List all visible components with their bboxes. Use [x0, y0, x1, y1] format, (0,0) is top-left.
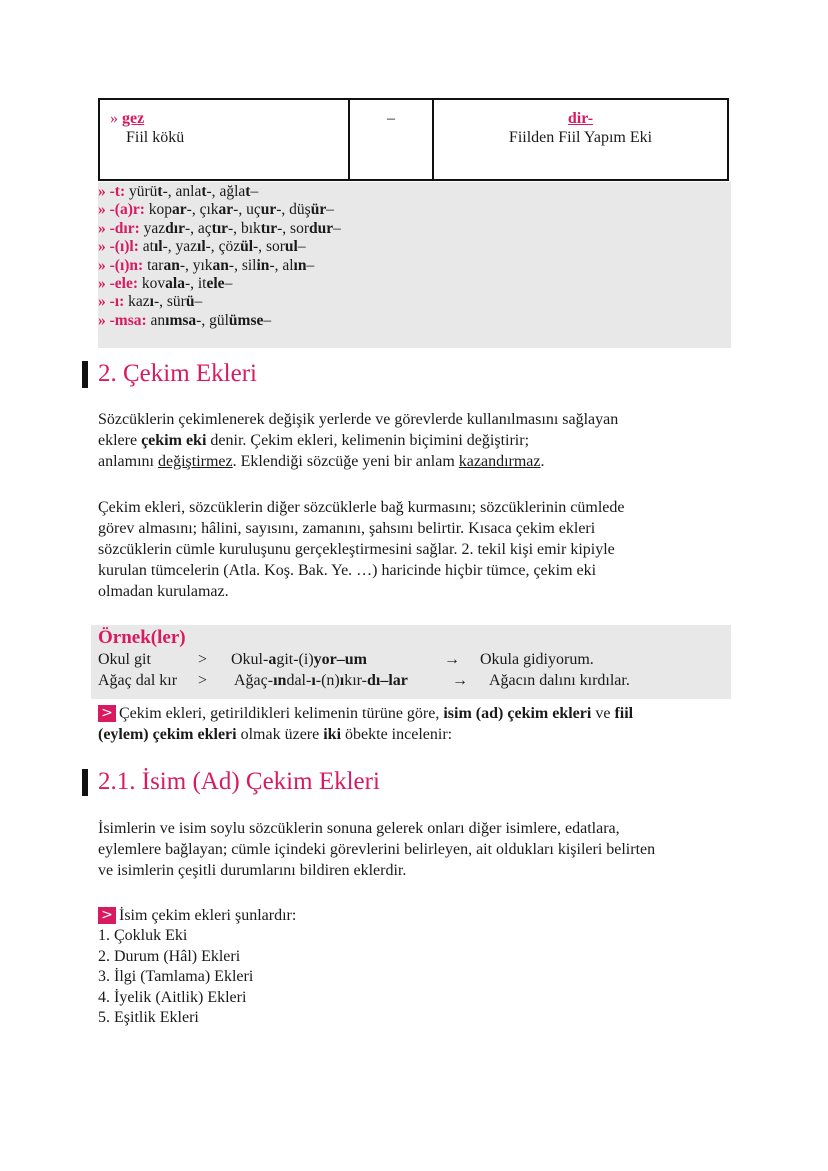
morph: git-(i): [276, 651, 314, 668]
suffix-row: [98, 312, 731, 330]
example-stem: it: [197, 275, 207, 293]
example-suffix: ar: [218, 201, 234, 219]
example-stem: kov: [141, 275, 166, 293]
example-stem: al: [282, 256, 294, 274]
text-span: . Eklendiği sözcüğe yeni bir anlam: [232, 453, 459, 470]
example-suffix: ıl: [153, 238, 163, 256]
morph: kır-: [344, 672, 367, 689]
bold-term: çekim eki: [141, 432, 207, 449]
morph-bold: ı: [311, 672, 316, 689]
text-line: [98, 905, 738, 926]
heading-title: 2. Çekim Ekleri: [98, 360, 257, 387]
underlined-term: değiştirmez: [157, 453, 233, 470]
paragraph: [98, 409, 738, 472]
text-line: [98, 430, 738, 451]
example-sep: -,: [186, 201, 200, 219]
table-cell-middle: [350, 100, 434, 179]
suffix-row: [98, 275, 731, 293]
example-stem: gül: [209, 311, 229, 329]
suffix-label: » -(ı)l:: [98, 238, 143, 256]
example-suffix: an: [163, 256, 180, 274]
example-stem: aç: [197, 219, 212, 237]
root-word: gez: [122, 110, 145, 127]
example-result: Ağacın dalını kırdılar.: [489, 672, 630, 689]
example-stem: çık: [199, 201, 219, 219]
suffix-label: » -(a)r:: [98, 201, 149, 219]
example-sep: -,: [162, 238, 176, 256]
example-sep: –: [263, 311, 272, 329]
text-span: olmak üzere: [236, 726, 324, 743]
arrow-sign: →: [444, 651, 460, 668]
text-line: eylemlere bağlayan; cümle içindeki görevlerini belirleyen, ait oldukları kişileri belirten: [98, 841, 656, 858]
bullet-mark: »: [110, 110, 118, 127]
example-sep: -,: [184, 219, 198, 237]
example-suffix: ele: [206, 275, 225, 293]
text-line: İsimlerin ve isim soylu sözcüklerin sonuna gelerek onları diğer isimlere, edatlara,: [98, 820, 620, 837]
text-line: [98, 724, 738, 745]
suffix-row: [98, 183, 731, 201]
text-line: [98, 703, 738, 724]
text-line: Çekim ekleri, sözcüklerin diğer sözcüklerle bağ kurmasını; sözcüklerinin cümlede: [98, 499, 625, 516]
suffix-label: » -dır:: [98, 219, 144, 237]
example-stem: at: [142, 238, 154, 256]
example-suffix: ül: [240, 238, 254, 256]
text-span: öbekte incelenir:: [341, 726, 453, 743]
morph: Ağaç-: [234, 672, 274, 689]
morph: dal-: [286, 672, 312, 689]
text-span: .: [540, 453, 545, 470]
suffix-row: [98, 257, 731, 275]
example-suffix: dur: [308, 219, 334, 237]
example-sep: -,: [253, 238, 266, 256]
example-stem: düş: [289, 201, 311, 219]
text-span: anlamını: [98, 453, 158, 470]
example-sep: –: [194, 293, 203, 311]
underlined-term: kazandırmaz: [458, 453, 541, 470]
example-sep: -,: [153, 293, 167, 311]
bold-term: (eylem) çekim ekleri: [98, 726, 237, 743]
example-suffix: ımsa: [165, 311, 197, 329]
note: [98, 905, 738, 926]
example-sep: -,: [276, 201, 290, 219]
list-item: 5. Eşitlik Ekleri: [98, 1009, 199, 1026]
example-sep: –: [306, 256, 315, 274]
section-heading: [82, 360, 257, 388]
example-stem: çöz: [218, 238, 241, 256]
example-sep: –: [297, 238, 306, 256]
note: [98, 703, 738, 745]
list-item: 3. İlgi (Tamlama) Ekleri: [98, 968, 254, 985]
example-suffix: ar: [172, 201, 187, 219]
list-item: 4. İyelik (Aitlik) Ekleri: [98, 988, 247, 1006]
suffix-label: » -t:: [98, 183, 129, 200]
morph-bold: a: [268, 651, 277, 668]
text-line: kurulan tümcelerin (Atla. Koş. Bak. Ye. …) haricinde hiçbir tümce, çekim eki: [98, 562, 597, 579]
case-suffix-list: [98, 926, 253, 1029]
table-cell-suffix: [434, 100, 727, 179]
example-stem: an: [150, 311, 166, 329]
example-suffix: ümse: [228, 311, 264, 329]
example-stem: bık: [240, 219, 261, 237]
example-stem: uç: [246, 201, 261, 219]
example-input: Ağaç dal kır: [98, 672, 178, 689]
example-sep: -,: [228, 256, 242, 274]
text-line: görev almasını; hâlini, sayısını, zamanını, şahsını belirtir. Kısaca çekim ekleri: [98, 520, 596, 537]
suffix-label: » -ı:: [98, 293, 129, 311]
example-sep: -,: [184, 275, 198, 293]
example-stem: anla: [175, 183, 202, 200]
example-suffix: t: [201, 183, 207, 200]
morph-bold: yor–um: [313, 651, 367, 668]
example-stem: ağla: [219, 183, 246, 200]
heading-bar: [82, 769, 88, 796]
suffix-row: [98, 238, 731, 256]
paragraph: [98, 497, 738, 602]
example-stem: kaz: [128, 293, 150, 311]
example-suffix: tır: [211, 219, 229, 237]
example-suffix: ü: [185, 293, 195, 311]
text-span: eklere: [98, 432, 142, 449]
example-stem: yürü: [129, 183, 158, 200]
gt-sign: >: [198, 651, 208, 668]
example-sep: -,: [179, 256, 193, 274]
example-stem: sür: [166, 293, 186, 311]
morph-bold: ı: [339, 672, 345, 689]
example-sep: –: [333, 219, 341, 237]
arrow-sign: →: [452, 672, 468, 689]
example-stem: kop: [148, 201, 173, 219]
suffix-row: [98, 293, 731, 311]
example-sep: –: [326, 201, 334, 219]
example-row: [98, 649, 731, 670]
arrow-badge-icon: >: [98, 705, 116, 722]
example-stem: sor: [265, 238, 285, 256]
example-sep: -,: [196, 311, 210, 329]
suffix-list: [98, 182, 731, 348]
example-row: [98, 670, 731, 691]
example-suffix: tır: [260, 219, 278, 237]
heading-title: 2.1. İsim (Ad) Çekim Ekleri: [98, 768, 380, 795]
example-title: Örnek(ler): [98, 627, 186, 648]
suffix-label: » -msa:: [98, 311, 151, 329]
suffix-description: Fiilden Fiil Yapım Eki: [508, 129, 653, 146]
list-item: 1. Çokluk Eki: [98, 927, 188, 944]
suffix-label: » -ele:: [98, 275, 142, 293]
example-stem: sil: [241, 256, 257, 274]
example-sep: -,: [269, 256, 283, 274]
gt-sign: >: [198, 672, 208, 689]
text-span: ve: [591, 705, 615, 722]
example-suffix: an: [212, 256, 229, 274]
text-span: İsim çekim ekleri şunlardır:: [119, 907, 297, 924]
example-sep: -,: [277, 219, 291, 237]
example-input: Okul git: [98, 651, 151, 668]
text-line: ve isimlerin çeşitli durumlarını bildiren eklerdir.: [98, 862, 407, 879]
example-suffix: ala: [165, 275, 185, 293]
example-stem: sor: [290, 219, 309, 237]
morpheme-table: [98, 98, 729, 181]
example-sep: -,: [228, 219, 241, 237]
example-box: [91, 625, 731, 699]
table-cell-root: [100, 100, 350, 179]
example-suffix: ıl: [197, 238, 206, 256]
list-item: 2. Durum (Hâl) Ekleri: [98, 947, 241, 965]
text-line: olmadan kurulamaz.: [98, 583, 229, 600]
example-sep: -,: [162, 183, 176, 200]
example-stem: tar: [147, 256, 164, 274]
text-line: [98, 451, 738, 472]
bold-term: isim (ad) çekim ekleri: [443, 705, 592, 722]
example-stem: yık: [192, 256, 213, 274]
paragraph: [98, 818, 738, 881]
example-sep: -,: [233, 201, 247, 219]
example-suffix: t: [245, 183, 251, 200]
bold-term: iki: [323, 726, 342, 743]
example-suffix: dır: [165, 219, 185, 237]
example-sep: –: [250, 183, 259, 200]
bold-term: fiil: [614, 705, 634, 722]
text-span: denir. Çekim ekleri, kelimenin biçimini değiştirir;: [206, 432, 530, 449]
example-suffix: ı: [149, 293, 154, 311]
example-sep: -,: [205, 238, 219, 256]
example-suffix: in: [256, 256, 270, 274]
example-suffix: ür: [310, 201, 327, 219]
morph: -(n): [315, 672, 340, 689]
suffix-row: [98, 220, 731, 238]
heading-bar: [82, 361, 88, 388]
suffix-word: dir-: [567, 110, 594, 127]
suffix-label: » -(ı)n:: [98, 256, 148, 274]
text-span: Çekim ekleri, getirildikleri kelimenin türüne göre,: [119, 705, 444, 722]
suffix-row: [98, 201, 731, 219]
example-suffix: ul: [284, 238, 298, 256]
morph-bold: ın: [273, 672, 287, 689]
section-heading: [82, 768, 380, 796]
root-description: Fiil kökü: [126, 129, 185, 146]
arrow-badge-icon: >: [98, 907, 116, 924]
example-sep: -,: [206, 183, 220, 200]
example-stem: yaz: [143, 219, 166, 237]
example-suffix: t: [157, 183, 163, 200]
example-suffix: ur: [260, 201, 277, 219]
example-result: Okula gidiyorum.: [480, 651, 594, 668]
morph-bold: dı–lar: [366, 672, 408, 689]
example-sep: –: [224, 275, 233, 293]
morph: Okul-: [231, 651, 269, 668]
example-stem: yaz: [175, 238, 198, 256]
dash-value: –: [387, 110, 395, 127]
text-line: Sözcüklerin çekimlenerek değişik yerlerde ve görevlerde kullanılmasını sağlayan: [98, 411, 619, 428]
text-line: sözcüklerin cümle kuruluşunu gerçekleştirmesini sağlar. 2. tekil kişi emir kipiyle: [98, 541, 615, 558]
example-suffix: ın: [293, 256, 307, 274]
